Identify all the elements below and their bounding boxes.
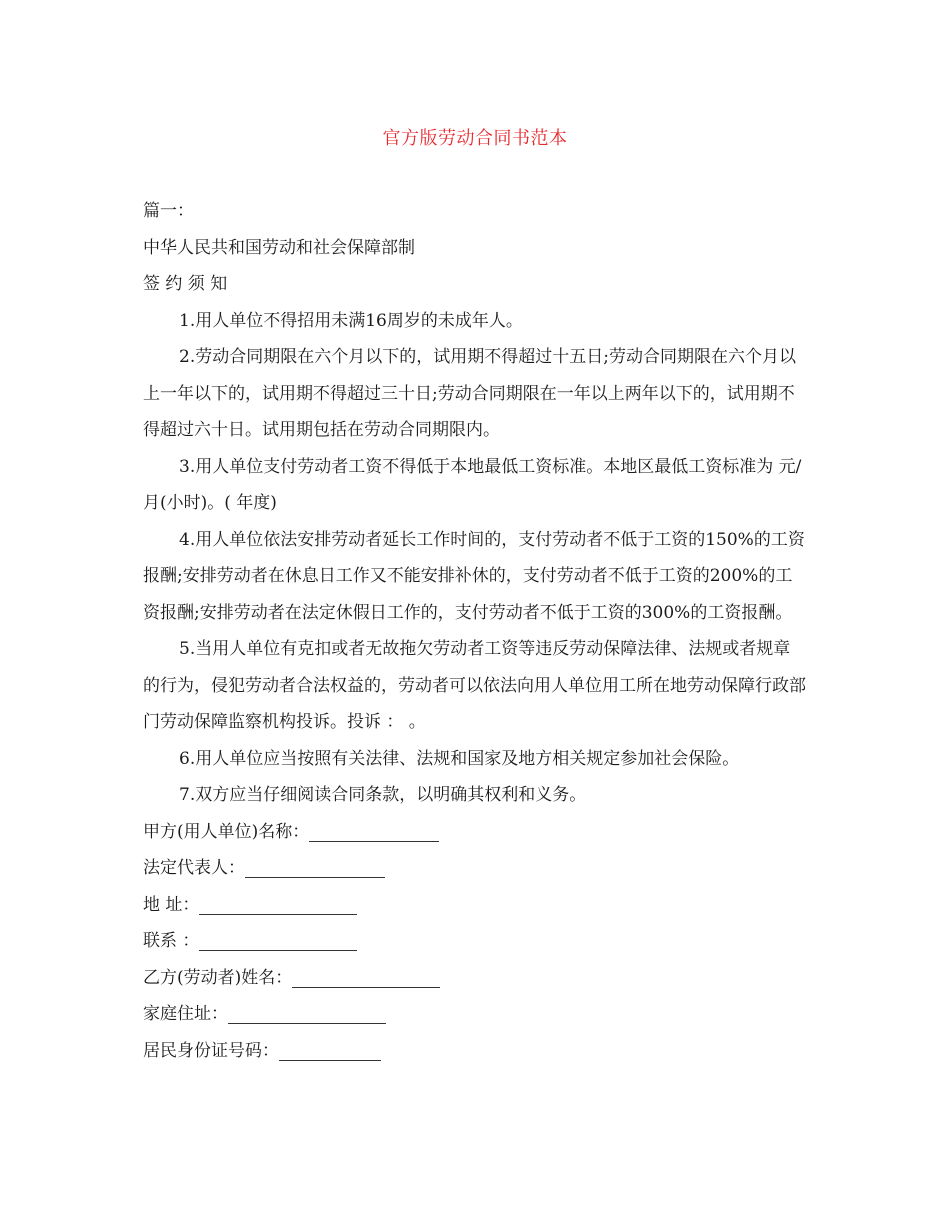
address-blank[interactable]: [199, 892, 357, 915]
home-address-label: 家庭住址：: [143, 1004, 228, 1024]
address-label: 地 址：: [143, 894, 200, 915]
employee-name-row: [143, 960, 807, 997]
document-body: [143, 193, 807, 1069]
home-address-row: [143, 996, 807, 1033]
contact-blank[interactable]: [199, 928, 357, 951]
issuer-line: 中华人民共和国劳动和社会保障部制: [143, 237, 415, 258]
employee-name-label: 乙方(劳动者)姓名：: [143, 967, 293, 988]
document-title: 官方版劳动合同书范本: [382, 128, 568, 149]
home-address-blank[interactable]: [228, 1001, 386, 1024]
legal-rep-label: 法定代表人：: [143, 858, 245, 878]
notice-item-6: 6.用人单位应当按照有关法律、法规和国家及地方相关规定参加社会保险。: [179, 748, 740, 769]
notice-item-5: 5.当用人单位有克扣或者无故拖欠劳动者工资等违反劳动保障法律、法规或者规章的行为，侵犯劳动者合法权益的，劳动者可以依法向用人单位用工所在地劳动保障行政部门劳动保障监察机构投诉。投诉 ： 。: [143, 639, 806, 732]
contact-label: 联系 ：: [143, 931, 200, 951]
id-number-row: [143, 1033, 807, 1070]
notice-item-1: 1.用人单位不得招用未满16周岁的未成年人。: [179, 310, 523, 331]
notice-heading: 签 约 须 知: [143, 274, 228, 294]
address-row: [143, 887, 807, 924]
notice-item-3: 3.用人单位支付劳动者工资不得低于本地最低工资标准。本地区最低工资标准为 元/月(小时)。( 年度): [143, 456, 802, 513]
section-label: 篇一：: [143, 201, 194, 221]
notice-item-4: 4.用人单位依法安排劳动者延长工作时间的，支付劳动者不低于工资的150%的工资报酬;安排劳动者在休息日工作又不能安排补休的，支付劳动者不低于工资的200%的工资报酬;安排劳动者在法定休假日工作的，支付劳动者不低于工资的300%的工资报酬。: [143, 529, 805, 623]
employer-name-blank[interactable]: [309, 819, 439, 842]
contact-row: [143, 923, 807, 960]
legal-rep-row: [143, 850, 807, 887]
id-number-blank[interactable]: [279, 1038, 381, 1061]
employee-name-blank[interactable]: [292, 965, 440, 988]
legal-rep-blank[interactable]: [245, 855, 385, 878]
employer-name-row: [143, 814, 807, 851]
employer-name-label: 甲方(用人单位)名称：: [143, 821, 310, 842]
notice-item-2: 2.劳动合同期限在六个月以下的，试用期不得超过十五日;劳动合同期限在六个月以上一年以下的，试用期不得超过三十日;劳动合同期限在一年以上两年以下的，试用期不得超过六十日。试用期包括在劳动合同期限内。: [143, 347, 796, 440]
notice-item-7: 7.双方应当仔细阅读合同条款，以明确其权利和义务。: [179, 785, 587, 805]
id-number-label: 居民身份证号码：: [143, 1040, 279, 1061]
